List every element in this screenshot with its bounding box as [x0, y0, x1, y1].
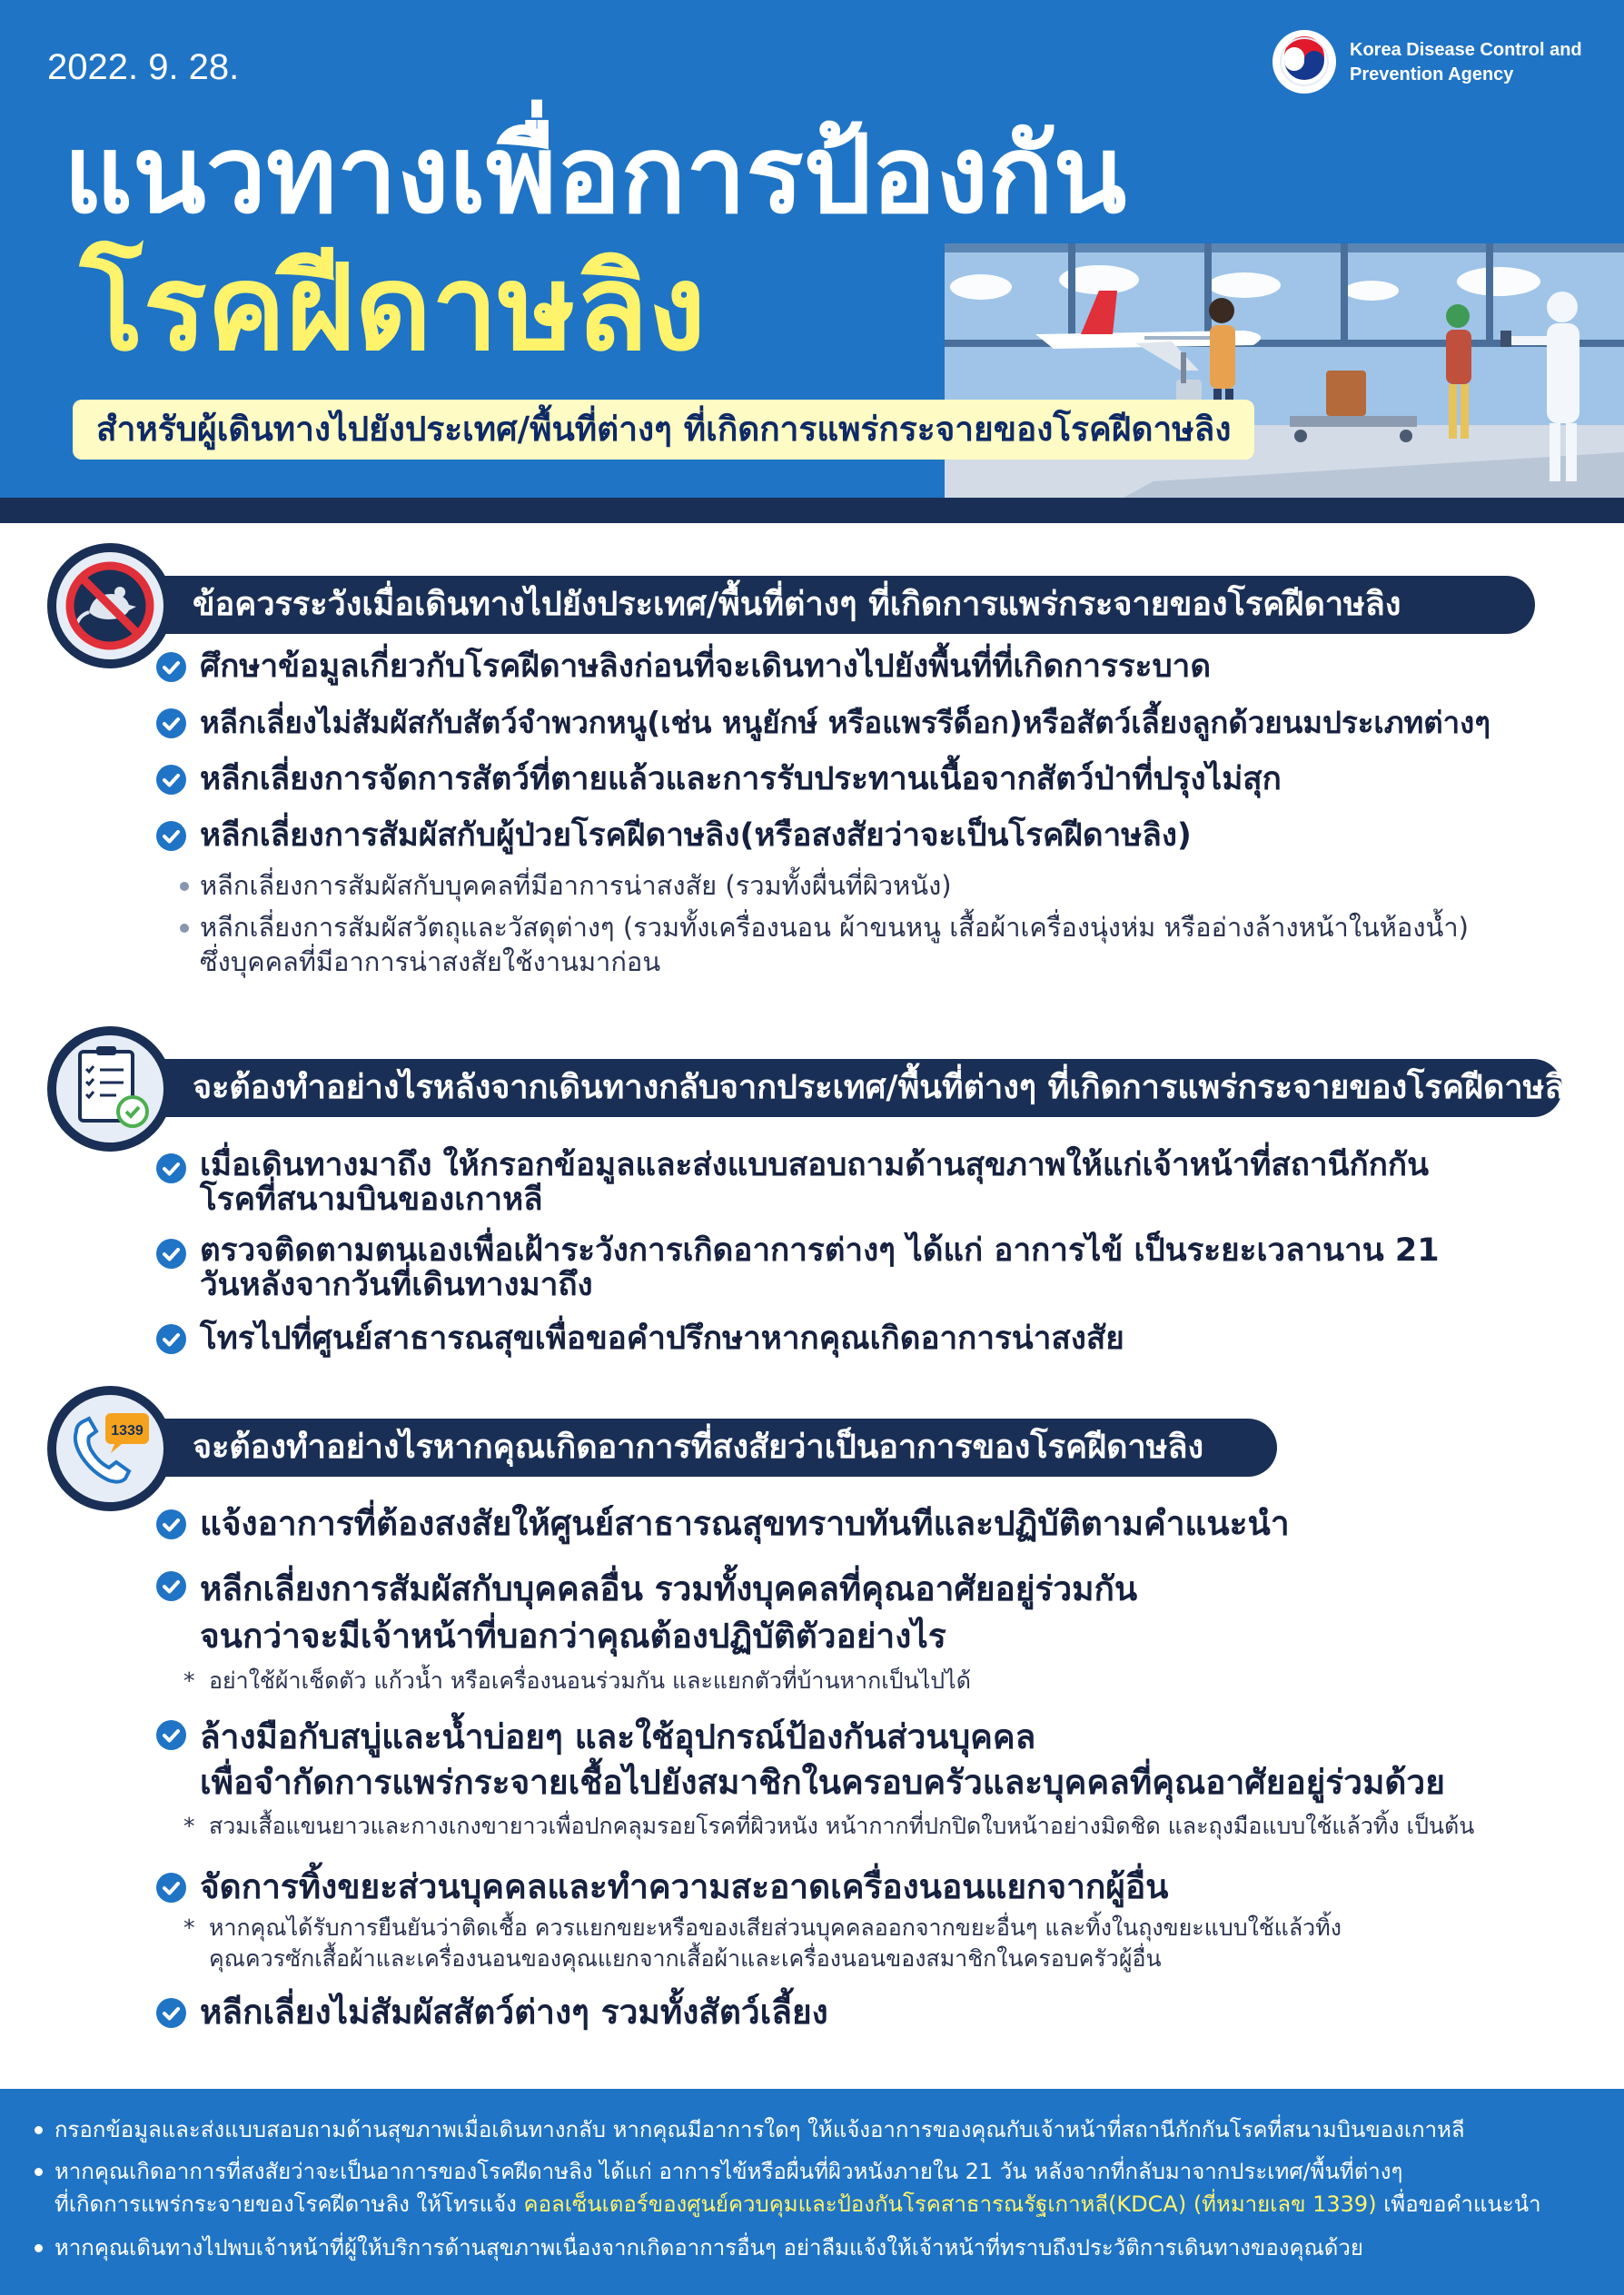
footer-line [54, 2232, 1363, 2263]
section-icon-frame [47, 1026, 173, 1152]
list-item-text: ตรวจติดตามตนเองเพื่อเฝ้าระวังการเกิดอาการต่างๆ ได้แก่ อาการไข้ เป็นระยะเวลานาน 21 [200, 1232, 1440, 1269]
list-item [156, 703, 1490, 743]
list-item-text: หลีกเลี่ยงการจัดการสัตว์ที่ตายแล้วและการรับประทานเนื้อจากสัตว์ป่าที่ปรุงไม่สุก [200, 761, 1282, 797]
agency-name-line2: Prevention Agency [1350, 64, 1514, 84]
section-title: จะต้องทำอย่างไรหลังจากเดินทางกลับจากประเทศ/พื้นที่ต่างๆ ที่เกิดการแพร่กระจายของโรคฝีดาษลิง [193, 1069, 1580, 1106]
main-title-line1: แนวทางเพื่อการป้องกัน [64, 112, 1127, 237]
check-icon [156, 1153, 186, 1183]
list-item [156, 1148, 1440, 1217]
bullet-dot-icon [35, 2244, 43, 2252]
phone-1339-icon [56, 1395, 163, 1502]
check-icon [156, 708, 186, 738]
list-item-text-cont: เพื่อจำกัดการแพร่กระจายเชื้อไปยังสมาชิกในครอบครัวและบุคคลที่คุณอาศัยอยู่ร่วมด้วย [200, 1763, 1445, 1802]
list-item-text: หลีกเลี่ยงการสัมผัสกับผู้ป่วยโรคฝีดาษลิง(หรือสงสัยว่าจะเป็นโรคฝีดาษลิง) [200, 817, 1192, 854]
list-item [156, 1504, 1474, 1544]
kdca-emblem-icon [1272, 29, 1337, 94]
check-icon [156, 1998, 186, 2028]
footer-line [54, 2114, 1465, 2145]
list-item-text: แจ้งอาการที่ต้องสงสัยให้ศูนย์สาธารณสุขทราบทันทีและปฏิบัติตามคำแนะนำ [200, 1504, 1290, 1543]
list-item [156, 1566, 1474, 1660]
list-item [156, 816, 1490, 856]
list-item-text: ศึกษาข้อมูลเกี่ยวกับโรคฝีดาษลิงก่อนที่จะเดินทางไปยังพื้นที่ที่เกิดการระบาด [200, 648, 1212, 685]
header-divider [0, 498, 1624, 523]
main-title-line2: โรคฝีดาษลิง [80, 239, 707, 377]
agency-logo-block [1272, 27, 1599, 100]
list-item [156, 1867, 1474, 1907]
check-icon [156, 1873, 186, 1903]
list-item-text-cont: จนกว่าจะมีเจ้าหน้าที่บอกว่าคุณต้องปฏิบัติตัวอย่างไร [200, 1617, 946, 1656]
checklist-icon [56, 1035, 163, 1143]
after-return-list [156, 1148, 1440, 1359]
precaution-list [156, 647, 1490, 979]
list-item-text: หลีกเลี่ยงไม่สัมผัสสัตว์ต่างๆ รวมทั้งสัตว์เลี้ยง [200, 1993, 828, 2032]
bullet-dot-icon [180, 924, 189, 933]
header-banner [0, 0, 1624, 498]
asterisk-mark: * [183, 1914, 195, 1941]
sub-list-item [174, 910, 1490, 979]
check-icon [156, 1239, 186, 1269]
list-item-text: ล้างมือกับสบู่และน้ำบ่อยๆ และใช้อุปกรณ์ป้องกันส่วนบุคคล [200, 1717, 1036, 1756]
list-item-text-cont: วันหลังจากวันที่เดินทางมาถึง [200, 1267, 593, 1303]
list-item-text-cont: โรคที่สนามบินของเกาหลี [200, 1182, 543, 1218]
footer-line-text: เพื่อขอคำแนะนำ [1376, 2191, 1541, 2217]
check-icon [156, 821, 186, 851]
list-item-text: โทรไปที่ศูนย์สาธารณสุขเพื่อขอคำปรึกษาหากคุณเกิดอาการน่าสงสัย [200, 1321, 1124, 1357]
asterisk-mark: * [183, 1813, 195, 1839]
section-icon-frame [47, 1386, 173, 1511]
footnote [156, 1666, 1474, 1697]
footer-notice [0, 2089, 1624, 2295]
footer-line-cont [54, 2189, 1541, 2220]
footer-line-text: กรอกข้อมูลและส่งแบบสอบถามด้านสุขภาพเมื่อเดินทางกลับ หากคุณมีอาการใดๆ ให้แจ้งอาการของคุณกับเจ้าหน้าที่สถานีกักกันโรคที่สนามบินของเกาหลี [54, 2117, 1465, 2142]
footnote [156, 1811, 1474, 1842]
no-rodent-icon [56, 552, 163, 659]
hotline-number-label: 1339 [111, 1423, 144, 1439]
sub-list-item [174, 868, 1490, 903]
section-icon-frame [47, 543, 173, 668]
footnote-text: อย่าใช้ผ้าเช็ดตัว แก้วน้ำ หรือเครื่องนอนร่วมกัน และแยกตัวที่บ้านหากเป็นไปได้ [209, 1667, 971, 1694]
footer-line-text: หากคุณเดินทางไปพบเจ้าหน้าที่ผู้ให้บริการด้านสุขภาพเนื่องจากเกิดอาการอื่นๆ อย่าลืมแจ้งให้เจ้าหน้าที่ทราบถึงประวัติการเดินทางของคุณด้วย [54, 2235, 1363, 2260]
footnote [156, 1913, 1474, 1974]
check-icon [156, 1571, 186, 1601]
section-title: ข้อควรระวังเมื่อเดินทางไปยังประเทศ/พื้นที่ต่างๆ ที่เกิดการแพร่กระจายของโรคฝีดาษลิง [193, 586, 1401, 623]
check-icon [156, 1720, 186, 1750]
asterisk-mark: * [183, 1667, 195, 1694]
airport-illustration [945, 243, 1624, 498]
list-item-text: เมื่อเดินทางมาถึง ให้กรอกข้อมูลและส่งแบบสอบถามด้านสุขภาพให้แก่เจ้าหน้าที่สถานีกักกัน [200, 1147, 1430, 1183]
agency-name-line1: Korea Disease Control and [1350, 40, 1582, 60]
subtitle-banner: สำหรับผู้เดินทางไปยังประเทศ/พื้นที่ต่างๆ ที่เกิดการแพร่กระจายของโรคฝีดาษลิง [73, 400, 1254, 460]
check-icon [156, 1324, 186, 1354]
list-item [156, 1993, 1474, 2033]
list-item-text: จัดการทิ้งขยะส่วนบุคคลและทำความสะอาดเครื่องนอนแยกจากผู้อื่น [200, 1867, 1169, 1906]
bullet-dot-icon [180, 882, 189, 891]
list-item-text: หลีกเลี่ยงการสัมผัสกับบุคคลอื่น รวมทั้งบุคคลที่คุณอาศัยอยู่ร่วมกัน [200, 1569, 1138, 1608]
sub-list-item-text-cont: ซึ่งบุคคลที่มีอาการน่าสงสัยใช้งานมาก่อน [200, 946, 661, 977]
section-title: จะต้องทำอย่างไรหากคุณเกิดอาการที่สงสัยว่าเป็นอาการของโรคฝีดาษลิง [193, 1429, 1204, 1466]
bullet-dot-icon [35, 2126, 43, 2134]
list-item [156, 1715, 1474, 1805]
footnote-text: สวมเสื้อแขนยาวและกางเกงขายาวเพื่อปกคลุมรอยโรคที่ผิวหนัง หน้ากากที่ปกปิดใบหน้าอย่างมิดชิด และถุงมือแบบใช้แล้วทิ้ง เป็นต้น [209, 1813, 1475, 1839]
check-icon [156, 765, 186, 795]
bullet-dot-icon [35, 2168, 43, 2176]
sub-list-item-text: หลีกเลี่ยงการสัมผัสวัตถุและวัสดุต่างๆ (รวมทั้งเครื่องนอน ผ้าขนหนู เสื้อผ้าเครื่องนุ่งห่ม หรืออ่างล้างหน้าในห้องน้ำ) [200, 912, 1469, 943]
check-icon [156, 1509, 186, 1539]
list-item [156, 1319, 1440, 1359]
sub-list-item-text: หลีกเลี่ยงการสัมผัสกับบุคคลที่มีอาการน่าสงสัย (รวมทั้งผื่นที่ผิวหนัง) [200, 870, 952, 901]
kdca-hotline-link[interactable]: คอลเซ็นเตอร์ของศูนย์ควบคุมและป้องกันโรคสาธารณรัฐเกาหลี(KDCA) (ที่หมายเลข 1339) [523, 2191, 1377, 2217]
list-item [156, 1233, 1440, 1302]
symptom-action-list [156, 1504, 1474, 2033]
footer-line-text: หากคุณเกิดอาการที่สงสัยว่าจะเป็นอาการของโรคฝีดาษลิง ได้แก่ อาการไข้หรือผื่นที่ผิวหนังภายใน 21 วัน หลังจากที่กลับมาจากประเทศ/พื้นที่ต่างๆ [54, 2159, 1403, 2184]
footer-line [54, 2156, 1402, 2187]
footnote-text-cont: คุณควรซักเสื้อผ้าและเครื่องนอนของคุณแยกจากเสื้อผ้าและเครื่องนอนของสมาชิกในครอบครัวผู้อื่น [209, 1945, 1162, 1972]
footer-line-text: ที่เกิดการแพร่กระจายของโรคฝีดาษลิง ให้โทรแจ้ง [54, 2191, 524, 2217]
footnote-text: หากคุณได้รับการยืนยันว่าติดเชื้อ ควรแยกขยะหรือของเสียส่วนบุคคลออกจากขยะอื่นๆ และทิ้งในถุงขยะแบบใช้แล้วทิ้ง [209, 1914, 1342, 1941]
publication-date: 2022. 9. 28. [47, 47, 240, 87]
agency-name [1350, 38, 1582, 87]
list-item [156, 647, 1490, 687]
list-item-text: หลีกเลี่ยงไม่สัมผัสกับสัตว์จำพวกหนู(เช่น หนูยักษ์ หรือแพรรีด็อก)หรือสัตว์เลี้ยงลูกด้วยนมประเภทต่างๆ [200, 705, 1490, 740]
list-item [156, 759, 1490, 799]
check-icon [156, 652, 186, 682]
